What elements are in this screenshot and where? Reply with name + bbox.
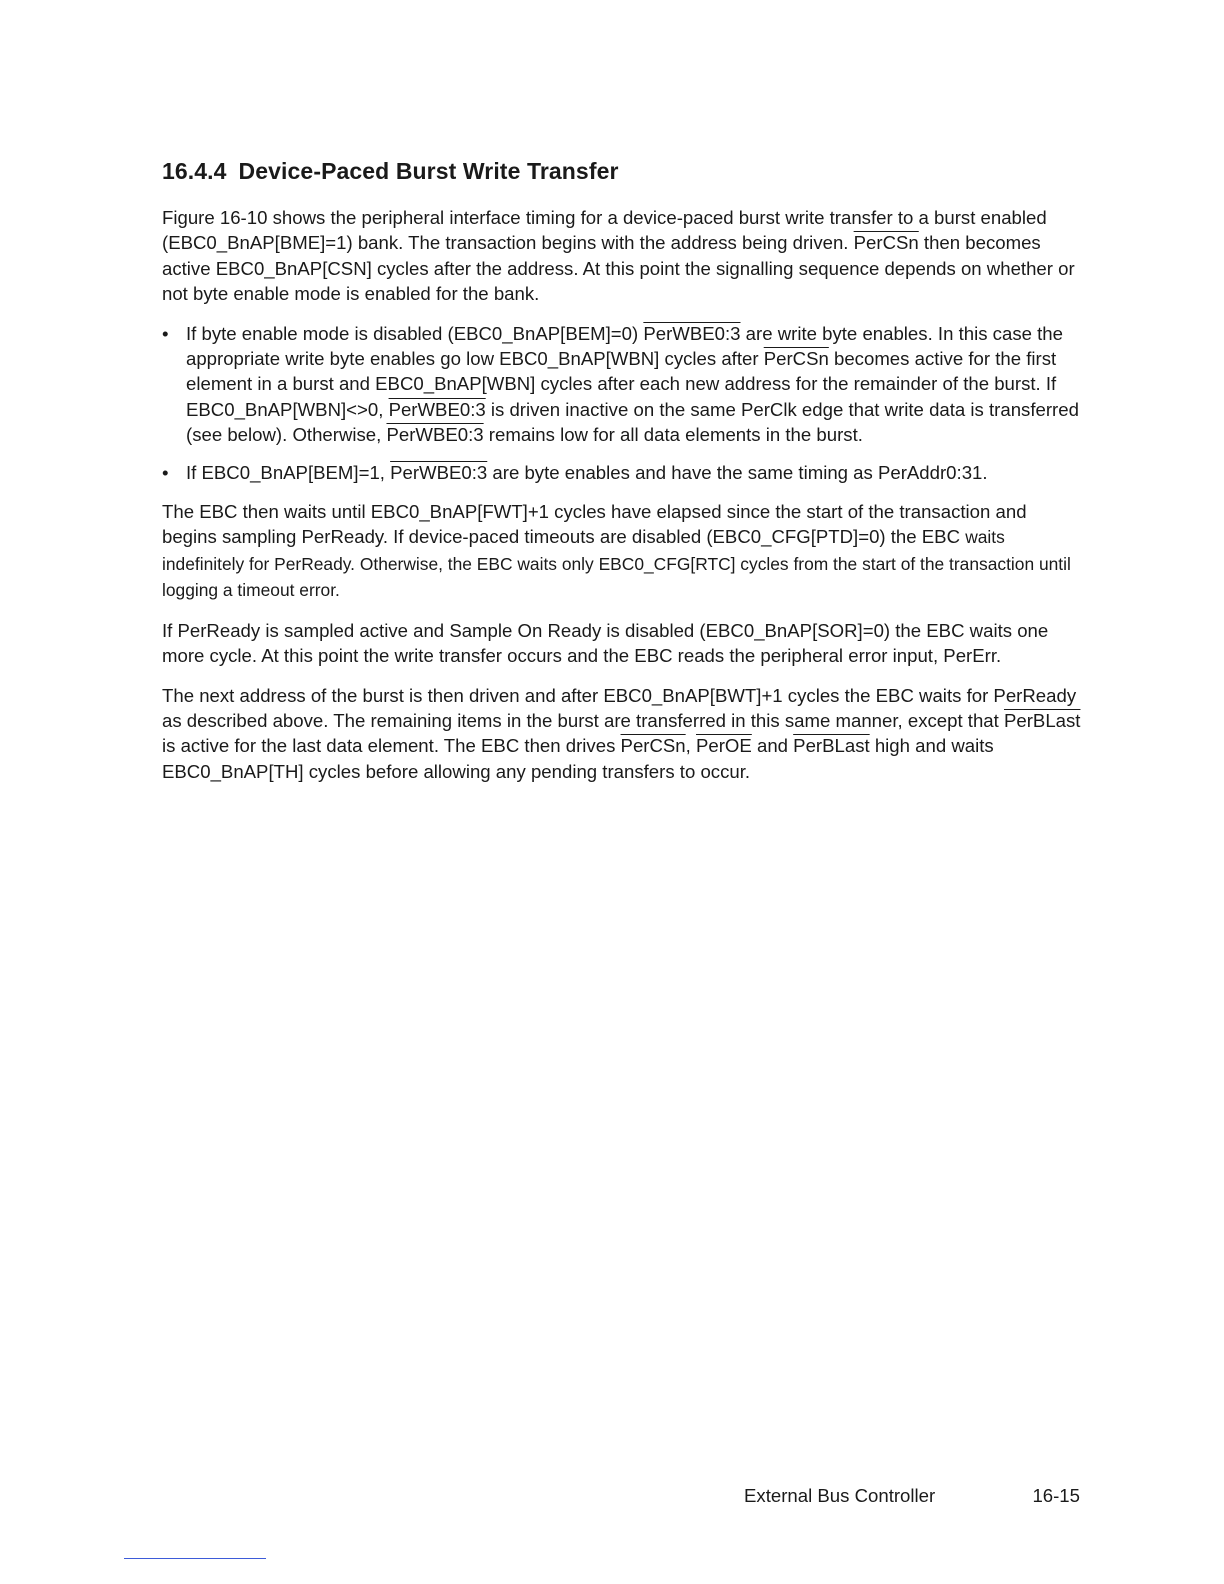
signal-perwbe: PerWBE0:3 [388, 398, 486, 420]
text-run: Figure 16-10 shows the peripheral interface timing for a device-paced burst write transfer to a burst enabled (EBC0_BnAP[BME]=1) bank. The transaction begins with the address being driven. [162, 207, 1047, 254]
paragraph-next-address [162, 683, 1082, 785]
text-run: If byte enable mode is disabled (EBC0_BnAP[BEM]=0) [186, 322, 644, 344]
text-run: If EBC0_BnAP[BEM]=1, [186, 461, 391, 483]
signal-percsn: PerCSn [620, 735, 686, 757]
text-run: waits indefinitely for PerReady. Otherwise, the EBC waits only EBC0_CFG[RTC] cycles from the start of the transaction until logging a timeout error. [162, 527, 1071, 601]
text-run: remains low for all data elements in the burst. [483, 424, 863, 446]
text-run: If PerReady is sampled active and Sample On Ready is disabled (EBC0_BnAP[SOR]=0) the EBC waits one more cycle. At this point the write transfer occurs and the EBC reads the peripheral error input, PerErr. [162, 619, 1049, 667]
section-number: 16.4.4 [162, 158, 227, 184]
paragraph-intro [162, 205, 1082, 307]
text-run: high and waits EBC0_BnAP[TH] cycles before allowing any pending transfers to occur. [162, 735, 994, 782]
byte-enable-list [162, 321, 1082, 485]
text-run: is driven inactive on the same PerClk edge that write data is transferred (see below). Otherwise, [186, 398, 1079, 446]
footer-rule [124, 1558, 266, 1559]
signal-peroe: PerOE [696, 735, 752, 757]
signal-perwbe: PerWBE0:3 [386, 424, 484, 446]
page-footer [744, 1485, 1080, 1509]
section-title: Device-Paced Burst Write Transfer [238, 158, 619, 184]
text-run: then becomes active EBC0_BnAP[CSN] cycles after the address. At this point the signalling sequence depends on whether or not byte enable mode is enabled for the bank. [162, 232, 1075, 305]
signal-percsn: PerCSn [763, 348, 829, 370]
text-run: becomes active for the first element in a burst and EBC0_BnAP[WBN] cycles after each new address for the remainder of the burst. If EBC0_BnAP[WBN]<>0, [186, 348, 1057, 420]
text-run: are write byte enables. In this case the appropriate write byte enables go low EBC0_BnAP[WBN] cycles after [186, 322, 1063, 370]
page-content [162, 158, 1082, 798]
list-item [162, 321, 1082, 448]
signal-perwbe: PerWBE0:3 [643, 322, 741, 344]
list-item [162, 460, 1082, 485]
signal-perblast: PerBLast [1003, 709, 1081, 731]
signal-percsn: PerCSn [853, 232, 919, 254]
paragraph-wait [162, 499, 1082, 604]
section-heading [162, 158, 1082, 185]
page-number: 16-15 [1032, 1485, 1080, 1506]
text-run: and [751, 735, 794, 757]
text-run: is active for the last data element. The EBC then drives [162, 735, 621, 757]
bullet-glyph: • [162, 461, 169, 483]
text-run: The next address of the burst is then driven and after EBC0_BnAP[BWT]+1 cycles the EBC waits for PerReady as described above. The remaining items in the burst are transferred in this same manner, except that [162, 684, 1077, 731]
bullet-glyph: • [162, 322, 169, 344]
footer-title: External Bus Controller [744, 1485, 936, 1506]
text-run: The EBC then waits until EBC0_BnAP[FWT]+1 cycles have elapsed since the start of the transaction and begins sampling PerReady. If device-paced timeouts are disabled (EBC0_CFG[PTD]=0) the EBC [162, 501, 1027, 548]
text-run: are byte enables and have the same timing as PerAddr0:31. [487, 461, 988, 483]
signal-perblast: PerBLast [793, 735, 870, 757]
signal-perwbe: PerWBE0:3 [390, 461, 488, 483]
text-run: , [685, 735, 696, 757]
paragraph-perready [162, 618, 1082, 669]
